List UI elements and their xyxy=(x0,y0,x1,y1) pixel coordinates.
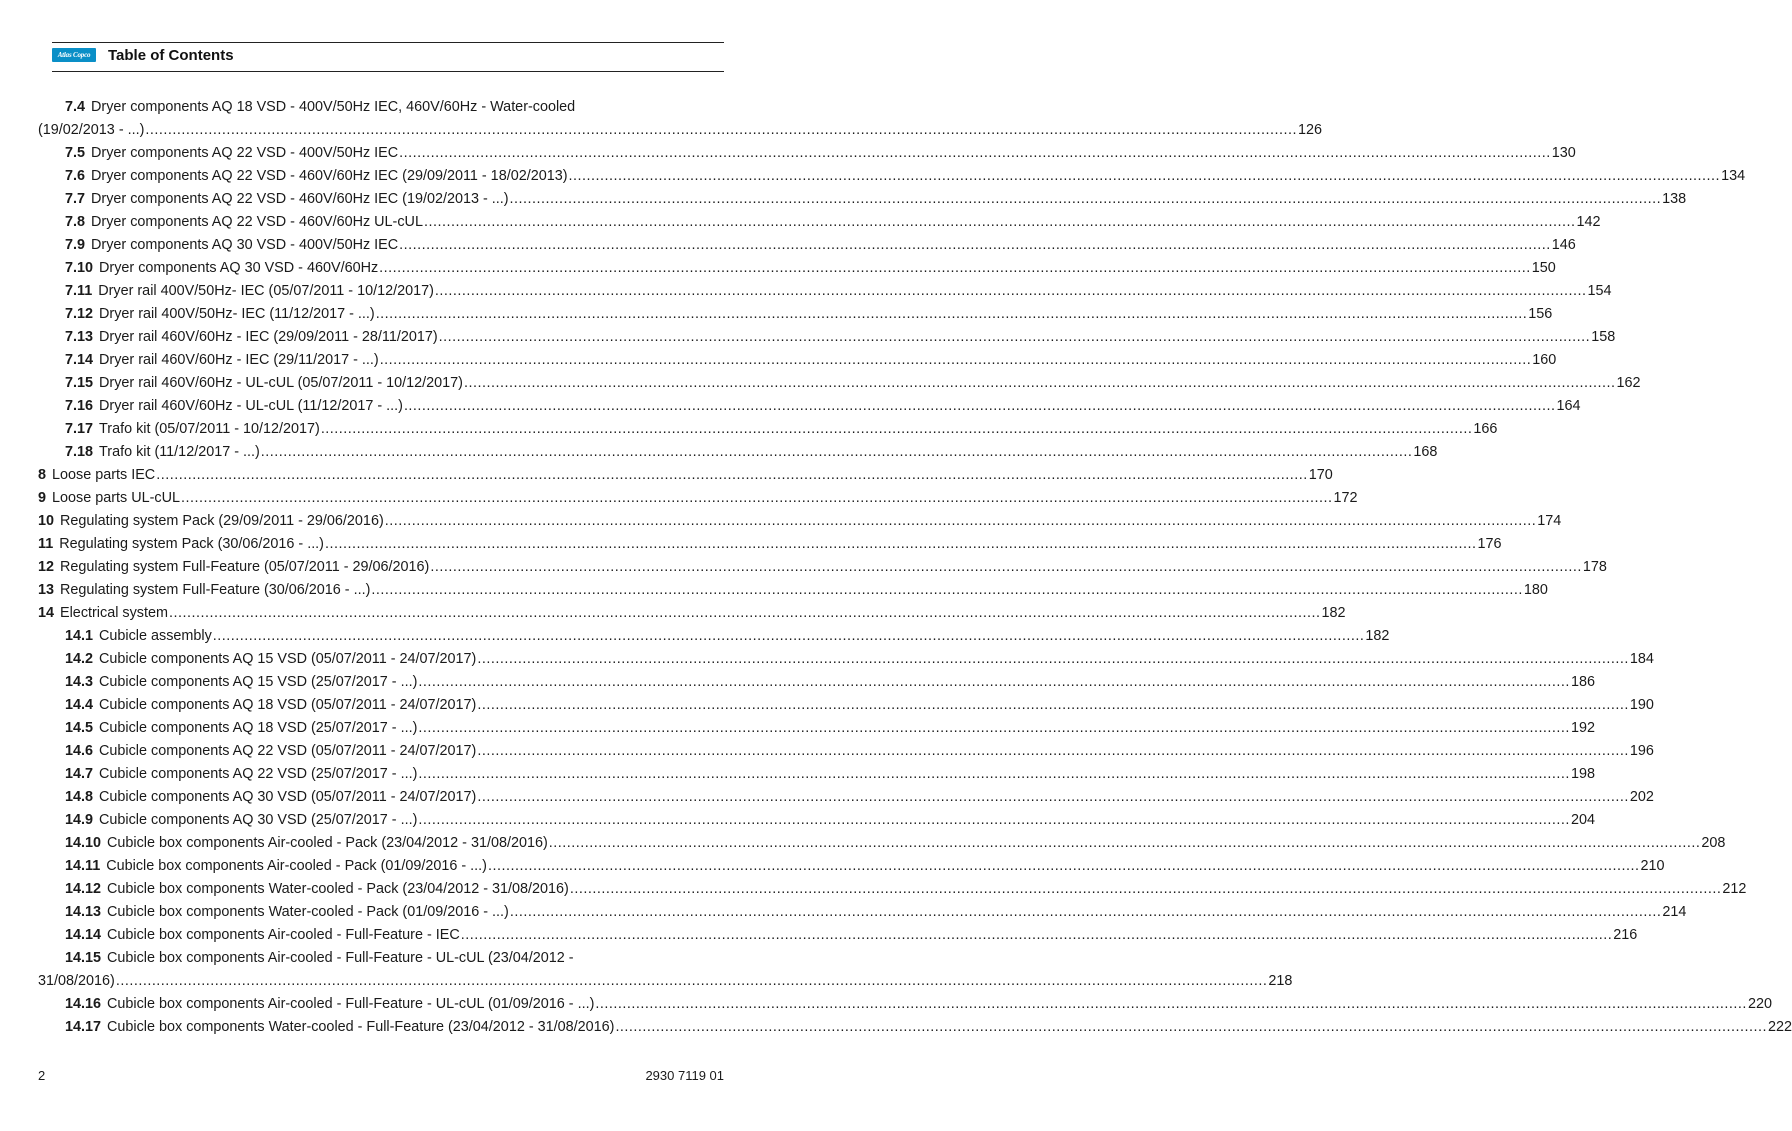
toc-entry-title: Trafo kit (11/12/2017 - ...) xyxy=(99,444,260,460)
toc-entry-number: 7.5 xyxy=(65,145,86,161)
toc-entry-14-9[interactable] xyxy=(38,809,1595,832)
leader-dots xyxy=(461,924,1613,947)
toc-entry-number: 13 xyxy=(38,582,55,598)
toc-entry-8[interactable] xyxy=(38,464,1333,487)
toc-entry-number: 7.14 xyxy=(65,352,94,368)
toc-entry-page: 222 xyxy=(1767,1019,1792,1035)
toc-entry-title: Loose parts UL-cUL xyxy=(52,490,180,506)
document-number: 2930 7119 01 xyxy=(645,1068,724,1083)
toc-entry-number: 7.4 xyxy=(65,99,86,115)
leader-dots xyxy=(145,119,1297,142)
toc-entry-page: 192 xyxy=(1570,720,1595,736)
leader-dots xyxy=(615,1016,1767,1039)
toc-entry-number: 8 xyxy=(38,467,47,483)
toc-entry-number: 14.6 xyxy=(65,743,94,759)
toc-entry-14-12[interactable] xyxy=(38,878,1747,901)
toc-entry-title: Electrical system xyxy=(60,605,168,621)
toc-entry-number: 7.15 xyxy=(65,375,94,391)
toc-entry-title: Dryer rail 460V/60Hz - IEC (29/11/2017 - ...) xyxy=(99,352,379,368)
leader-dots xyxy=(380,349,1532,372)
toc-entry-page: 170 xyxy=(1308,467,1333,483)
toc-entry-page: 166 xyxy=(1473,421,1498,437)
leader-dots xyxy=(181,487,1333,510)
atlas-copco-logo: Atlas Copco xyxy=(52,48,96,62)
toc-entry-number: 14.3 xyxy=(65,674,94,690)
toc-entry-7-17[interactable] xyxy=(38,418,1498,441)
toc-entry-page: 162 xyxy=(1616,375,1641,391)
toc-entry-7-8[interactable] xyxy=(38,211,1601,234)
toc-entry-number: 10 xyxy=(38,513,55,529)
leader-dots xyxy=(477,694,1629,717)
toc-entry-page: 220 xyxy=(1747,996,1772,1012)
page-number: 2 xyxy=(38,1068,46,1083)
toc-entry-page: 182 xyxy=(1365,628,1390,644)
toc-entry-number: 14.16 xyxy=(65,996,102,1012)
toc-entry-number: 7.7 xyxy=(65,191,86,207)
toc-entry-14-7[interactable] xyxy=(38,763,1595,786)
toc-entry-title: Cubicle box components Air-cooled - Pack (01/09/2016 - ...) xyxy=(106,858,487,874)
leader-dots xyxy=(477,786,1629,809)
toc-entry-title: Dryer components AQ 22 VSD - 460V/60Hz UL-cUL xyxy=(91,214,423,230)
toc-entry-number: 14.9 xyxy=(65,812,94,828)
toc-entry-number: 11 xyxy=(38,536,54,552)
toc-entry-number: 14.8 xyxy=(65,789,94,805)
toc-entry-number: 7.13 xyxy=(65,329,94,345)
leader-dots xyxy=(430,556,1582,579)
toc-entry-number: 14.10 xyxy=(65,835,102,851)
toc-entry-number: 14.14 xyxy=(65,927,102,943)
toc-entry-page: 138 xyxy=(1662,191,1687,207)
toc-entry-page: 212 xyxy=(1722,881,1747,897)
toc-entry-title-continued: (19/02/2013 - ...) xyxy=(38,122,145,138)
toc-entry-title: Cubicle box components Air-cooled - Full-Feature - UL-cUL (01/09/2016 - ...) xyxy=(107,996,595,1012)
leader-dots xyxy=(510,901,1662,924)
toc-entry-page: 186 xyxy=(1570,674,1595,690)
toc-entry-title: Dryer components AQ 22 VSD - 460V/60Hz IEC (19/02/2013 - ...) xyxy=(91,191,509,207)
toc-entry-number: 14.15 xyxy=(65,950,102,966)
toc-entry-14-13[interactable] xyxy=(38,901,1687,924)
toc-entry-title: Dryer components AQ 30 VSD - 400V/50Hz IEC xyxy=(91,237,399,253)
toc-entry-12[interactable] xyxy=(38,556,1607,579)
toc-entry-page: 142 xyxy=(1576,214,1601,230)
toc-entry-title: Cubicle box components Air-cooled - Pack (23/04/2012 - 31/08/2016) xyxy=(107,835,548,851)
toc-entry-number: 7.12 xyxy=(65,306,94,322)
toc-entry-14-2[interactable] xyxy=(38,648,1654,671)
toc-entry-14-14[interactable] xyxy=(38,924,1638,947)
toc-entry-title: Dryer rail 460V/60Hz - UL-cUL (11/12/2017 - ...) xyxy=(99,398,403,414)
toc-entry-page: 172 xyxy=(1333,490,1358,506)
toc-entry-page: 198 xyxy=(1570,766,1595,782)
toc-entry-title: Cubicle components AQ 22 VSD (25/07/2017 - ...) xyxy=(99,766,418,782)
leader-dots xyxy=(549,832,1701,855)
toc-entry-page: 164 xyxy=(1556,398,1581,414)
leader-dots xyxy=(385,510,1537,533)
toc-entry-page: 176 xyxy=(1477,536,1502,552)
toc-entry-page: 190 xyxy=(1629,697,1654,713)
toc-entry-9[interactable] xyxy=(38,487,1358,510)
toc-entry-7-9[interactable] xyxy=(38,234,1576,257)
toc-entry-number: 7.16 xyxy=(65,398,94,414)
leader-dots xyxy=(435,280,1587,303)
toc-entry-number: 12 xyxy=(38,559,55,575)
leader-dots xyxy=(321,418,1473,441)
toc-entry-title: Cubicle assembly xyxy=(99,628,212,644)
toc-entry-title: Dryer components AQ 22 VSD - 400V/50Hz IEC xyxy=(91,145,399,161)
toc-entry-title: Cubicle components AQ 18 VSD (25/07/2017 - ...) xyxy=(99,720,418,736)
toc-entry-number: 7.8 xyxy=(65,214,86,230)
toc-entry-14-4[interactable] xyxy=(38,694,1654,717)
toc-entry-7-15[interactable] xyxy=(38,372,1641,395)
leader-dots xyxy=(569,165,1721,188)
leader-dots xyxy=(399,234,1551,257)
toc-entry-number: 7.17 xyxy=(65,421,94,437)
toc-entry-title: Dryer rail 460V/60Hz - UL-cUL (05/07/2011 - 10/12/2017) xyxy=(99,375,463,391)
toc-entry-7-11[interactable] xyxy=(38,280,1612,303)
toc-entry-7-13[interactable] xyxy=(38,326,1616,349)
leader-dots xyxy=(418,763,1570,786)
toc-entry-title: Cubicle box components Water-cooled - Pack (23/04/2012 - 31/08/2016) xyxy=(107,881,569,897)
toc-entry-page: 210 xyxy=(1640,858,1665,874)
toc-entry-page: 150 xyxy=(1531,260,1556,276)
toc-entry-10[interactable] xyxy=(38,510,1562,533)
leader-dots xyxy=(424,211,1576,234)
leader-dots xyxy=(464,372,1616,395)
toc-entry-title: Loose parts IEC xyxy=(52,467,156,483)
toc-entry-7-5[interactable] xyxy=(38,142,1576,165)
toc-entry-number: 14.13 xyxy=(65,904,102,920)
toc-entry-7-6[interactable] xyxy=(38,165,1746,188)
toc-entry-title: Trafo kit (05/07/2011 - 10/12/2017) xyxy=(99,421,320,437)
toc-entry-page: 154 xyxy=(1587,283,1612,299)
toc-entry-14-5[interactable] xyxy=(38,717,1595,740)
leader-dots xyxy=(418,671,1570,694)
leader-dots xyxy=(376,303,1528,326)
toc-entry-11[interactable] xyxy=(38,533,1502,556)
leader-dots xyxy=(399,142,1551,165)
toc-entry-7-7[interactable] xyxy=(38,188,1687,211)
toc-entry-number: 14.5 xyxy=(65,720,94,736)
toc-entry-page: 156 xyxy=(1528,306,1553,322)
toc-entry-14-8[interactable] xyxy=(38,786,1654,809)
toc-entry-page: 218 xyxy=(1268,973,1293,989)
leader-dots xyxy=(261,441,1413,464)
toc-entry-page: 180 xyxy=(1523,582,1548,598)
toc-entry-page: 134 xyxy=(1721,168,1746,184)
toc-entry-number: 7.11 xyxy=(65,283,93,299)
leader-dots xyxy=(418,717,1570,740)
toc-entry-title: Regulating system Full-Feature (30/06/2016 - ...) xyxy=(60,582,371,598)
toc-entry-7-4[interactable] xyxy=(38,96,1322,142)
toc-entry-number: 14.11 xyxy=(65,858,101,874)
toc-entry-title: Cubicle components AQ 30 VSD (05/07/2011 - 24/07/2017) xyxy=(99,789,477,805)
toc-entry-title: Cubicle box components Water-cooled - Pack (01/09/2016 - ...) xyxy=(107,904,509,920)
toc-entry-number: 14.4 xyxy=(65,697,94,713)
toc-entry-number: 14.17 xyxy=(65,1019,102,1035)
toc-entry-title: Cubicle box components Air-cooled - Full-Feature - UL-cUL (23/04/2012 - xyxy=(107,950,574,966)
toc-entry-14-10[interactable] xyxy=(38,832,1726,855)
leader-dots xyxy=(379,257,1531,280)
leader-dots xyxy=(439,326,1591,349)
toc-entry-page: 204 xyxy=(1570,812,1595,828)
toc-entry-title: Cubicle components AQ 22 VSD (05/07/2011 - 24/07/2017) xyxy=(99,743,477,759)
toc-entry-number: 14.2 xyxy=(65,651,94,667)
toc-entry-page: 182 xyxy=(1321,605,1346,621)
leader-dots xyxy=(595,993,1747,1016)
leader-dots xyxy=(570,878,1722,901)
toc-entry-page: 130 xyxy=(1551,145,1576,161)
toc-entry-title: Regulating system Full-Feature (05/07/2011 - 29/06/2016) xyxy=(60,559,430,575)
toc-entry-13[interactable] xyxy=(38,579,1548,602)
toc-entry-number: 7.18 xyxy=(65,444,94,460)
toc-entry-14-1[interactable] xyxy=(38,625,1390,648)
toc-entry-title: Cubicle components AQ 15 VSD (25/07/2017 - ...) xyxy=(99,674,418,690)
leader-dots xyxy=(325,533,1477,556)
toc-entry-number: 14.12 xyxy=(65,881,102,897)
toc-entry-title: Cubicle components AQ 15 VSD (05/07/2011 - 24/07/2017) xyxy=(99,651,477,667)
toc-entry-number: 14.1 xyxy=(65,628,94,644)
toc-entry-title: Cubicle components AQ 30 VSD (25/07/2017 - ...) xyxy=(99,812,418,828)
page-title: Table of Contents xyxy=(108,47,234,64)
leader-dots xyxy=(418,809,1570,832)
toc-entry-page: 174 xyxy=(1537,513,1562,529)
toc-entry-page: 126 xyxy=(1297,122,1322,138)
toc-entry-7-14[interactable] xyxy=(38,349,1557,372)
toc-entry-7-10[interactable] xyxy=(38,257,1556,280)
toc-entry-number: 9 xyxy=(38,490,47,506)
toc-entry-title: Cubicle box components Water-cooled - Full-Feature (23/04/2012 - 31/08/2016) xyxy=(107,1019,615,1035)
toc-entry-title: Dryer rail 400V/50Hz- IEC (11/12/2017 - ...) xyxy=(99,306,375,322)
toc-entry-title: Dryer components AQ 22 VSD - 460V/60Hz IEC (29/09/2011 - 18/02/2013) xyxy=(91,168,568,184)
toc-entry-title: Regulating system Pack (29/09/2011 - 29/06/2016) xyxy=(60,513,384,529)
toc-entry-number: 7.6 xyxy=(65,168,86,184)
leader-dots xyxy=(488,855,1640,878)
toc-entry-page: 208 xyxy=(1701,835,1726,851)
toc-entry-14-6[interactable] xyxy=(38,740,1654,763)
toc-entry-page: 146 xyxy=(1551,237,1576,253)
toc-entry-title: Dryer components AQ 30 VSD - 460V/60Hz xyxy=(99,260,379,276)
toc-entry-14-16[interactable] xyxy=(38,993,1772,1016)
toc-entry-title: Dryer rail 460V/60Hz - IEC (29/09/2011 - 28/11/2017) xyxy=(99,329,438,345)
toc-entry-14[interactable] xyxy=(38,602,1346,625)
toc-entry-14-15[interactable] xyxy=(38,947,1293,993)
toc-entry-title: Cubicle components AQ 18 VSD (05/07/2011 - 24/07/2017) xyxy=(99,697,477,713)
toc-entry-number: 14 xyxy=(38,605,55,621)
toc-entry-number: 14.7 xyxy=(65,766,94,782)
leader-dots xyxy=(477,740,1629,763)
toc-entry-page: 214 xyxy=(1662,904,1687,920)
toc-entry-page: 158 xyxy=(1591,329,1616,345)
toc-entry-number: 7.10 xyxy=(65,260,94,276)
toc-entry-page: 196 xyxy=(1629,743,1654,759)
toc-entry-page: 160 xyxy=(1532,352,1557,368)
toc-entry-title: Cubicle box components Air-cooled - Full-Feature - IEC xyxy=(107,927,460,943)
toc-entry-number: 7.9 xyxy=(65,237,86,253)
table-of-contents xyxy=(38,96,1792,1039)
leader-dots xyxy=(477,648,1629,671)
toc-entry-title: Regulating system Pack (30/06/2016 - ...) xyxy=(59,536,324,552)
toc-entry-page: 184 xyxy=(1629,651,1654,667)
toc-entry-page: 178 xyxy=(1582,559,1607,575)
toc-entry-14-17[interactable] xyxy=(38,1016,1792,1039)
leader-dots xyxy=(169,602,1321,625)
toc-entry-7-12[interactable] xyxy=(38,303,1553,326)
toc-entry-7-18[interactable] xyxy=(38,441,1438,464)
leader-dots xyxy=(116,970,1268,993)
header-bottom-rule xyxy=(52,71,724,72)
toc-entry-page: 168 xyxy=(1413,444,1438,460)
toc-entry-page: 216 xyxy=(1613,927,1638,943)
toc-entry-7-16[interactable] xyxy=(38,395,1581,418)
toc-entry-title: Dryer rail 400V/50Hz- IEC (05/07/2011 - 10/12/2017) xyxy=(98,283,434,299)
leader-dots xyxy=(156,464,1308,487)
leader-dots xyxy=(213,625,1365,648)
toc-entry-14-11[interactable] xyxy=(38,855,1665,878)
leader-dots xyxy=(404,395,1556,418)
leader-dots xyxy=(510,188,1662,211)
toc-entry-title-continued: 31/08/2016) xyxy=(38,973,115,989)
header-top-rule xyxy=(52,42,724,43)
leader-dots xyxy=(371,579,1523,602)
toc-entry-title: Dryer components AQ 18 VSD - 400V/50Hz IEC, 460V/60Hz - Water-cooled xyxy=(91,99,576,115)
toc-entry-14-3[interactable] xyxy=(38,671,1595,694)
toc-entry-page: 202 xyxy=(1629,789,1654,805)
